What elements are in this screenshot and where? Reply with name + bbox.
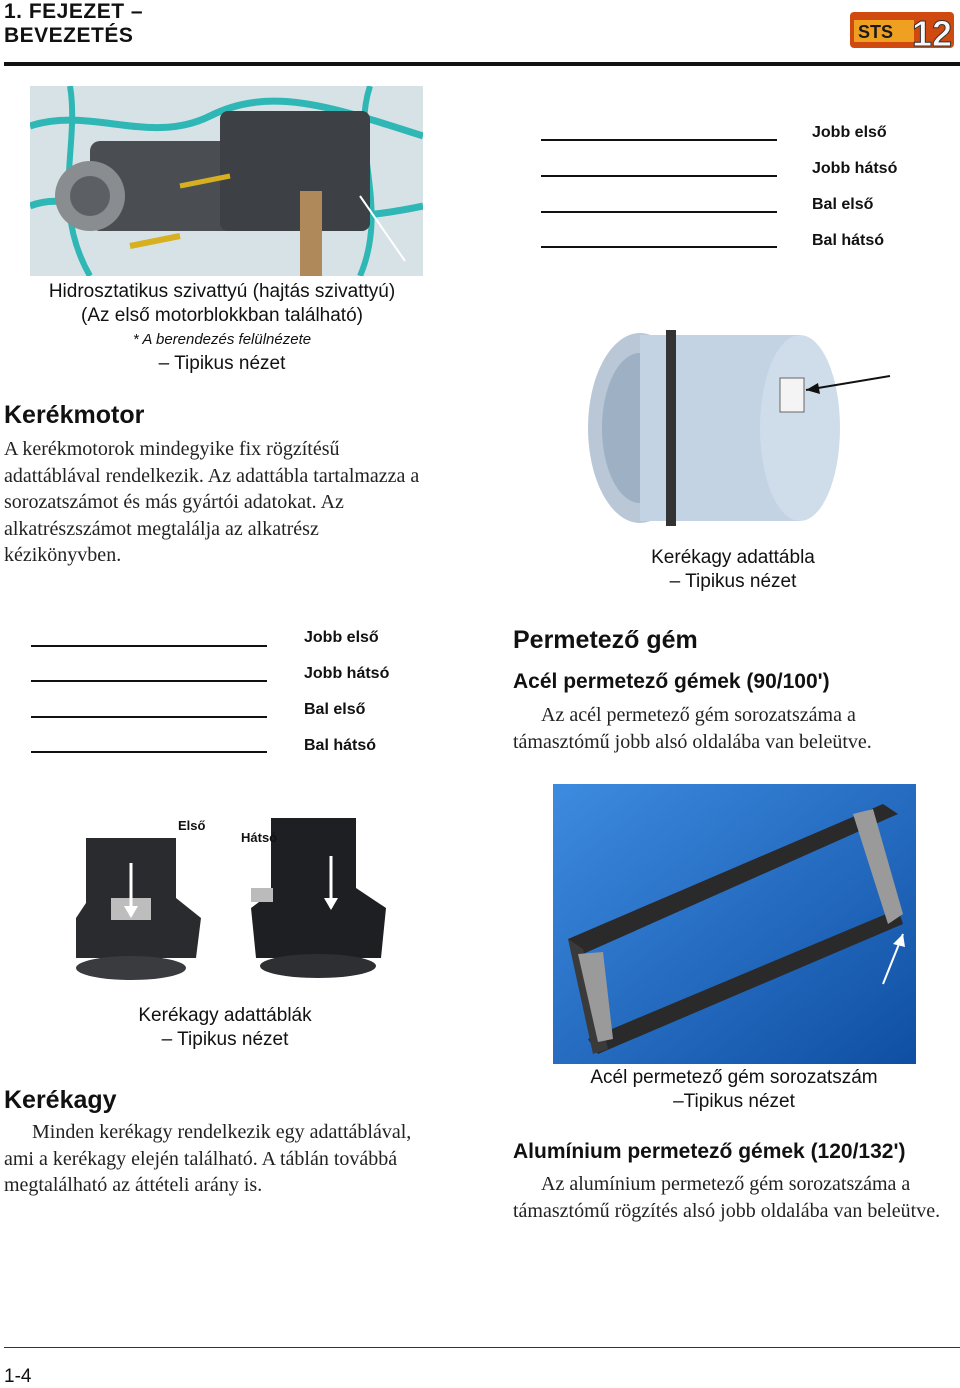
header-rule: [4, 62, 960, 66]
blank-label-7: Bal első: [304, 701, 366, 718]
motors-caption-line1: Kerékagy adattáblák: [138, 1005, 312, 1026]
motors-caption: [104, 1004, 346, 1052]
pump-caption-line3: * A berendezés felülnézete: [132, 331, 312, 348]
blank-label-3: Bal első: [812, 196, 874, 213]
boom-caption: [560, 1066, 908, 1114]
blank-line-8: [31, 751, 267, 753]
sts12-logo: [850, 8, 954, 50]
svg-text:STS: STS: [858, 22, 894, 42]
kerekmotor-text: A kerékmotorok mindegyike fix rögzítésű adattáblával rendelkezik. Az adattábla tartalmazza a sorozatszámot és más gyártói adatokat. Az alkatrészszámot megtalálja az alkatrész kézikönyvben.: [4, 438, 420, 566]
blank-line-6: [31, 680, 267, 682]
blank-label-6: Jobb hátsó: [304, 665, 390, 682]
page-number: 1-4: [4, 1366, 32, 1387]
boom-caption-line2: –Tipikus nézet: [673, 1091, 795, 1112]
blank-label-2: Jobb hátsó: [812, 160, 898, 177]
subheading-aluminium-boom: Alumínium permetező gémek (120/132'): [513, 1140, 906, 1163]
blank-label-5: Jobb első: [304, 629, 379, 646]
blank-line-7: [31, 716, 267, 718]
blank-label-8: Bal hátsó: [304, 737, 377, 754]
steel-boom-text: Az acél permetező gém sorozatszáma a támasztómű jobb alsó oldalába van beleütve.: [513, 704, 872, 753]
blank-label-1: Jobb első: [812, 124, 887, 141]
chapter-title-line1: 1. FEJEZET –: [4, 0, 144, 23]
svg-text:12: 12: [912, 13, 953, 50]
chapter-title-line2: BEVEZETÉS: [4, 24, 134, 47]
hydrostatic-pump-photo: [30, 86, 423, 276]
blank-line-3: [541, 211, 777, 213]
wheel-hub-photo: [580, 310, 900, 545]
pump-caption-line1: Hidrosztatikus szivattyú (hajtás szivattyú): [48, 281, 396, 302]
subheading-steel-boom: Acél permetező gémek (90/100'): [513, 670, 830, 693]
label-front: Első: [178, 818, 206, 833]
pump-caption-line2: (Az első motorblokkban található): [81, 305, 363, 326]
hub-caption-line2: – Tipikus nézet: [669, 571, 797, 592]
section-heading-permetezo: Permetező gém: [513, 626, 698, 654]
hub-caption-line1: Kerékagy adattábla: [651, 547, 815, 568]
kerekagy-text: Minden kerékagy rendelkezik egy adattáblával, ami a kerékagy elején található. A táblán továbbá megtalálható az áttételi arány is.: [4, 1121, 412, 1196]
steel-boom-photo: [553, 784, 916, 1064]
blank-line-1: [541, 139, 777, 141]
hub-caption: [600, 546, 866, 594]
section-heading-kerekmotor: Kerékmotor: [4, 401, 145, 429]
boom-caption-line1: Acél permetező gém sorozatszám: [590, 1067, 878, 1088]
motors-caption-line2: – Tipikus nézet: [161, 1029, 289, 1050]
blank-line-5: [31, 645, 267, 647]
aluminium-boom-text: Az alumínium permetező gém sorozatszáma a támasztómű rögzítés alsó jobb oldalába van beleütve.: [513, 1173, 941, 1222]
chapter-title: [4, 0, 143, 48]
footer-rule: [4, 1347, 960, 1348]
blank-line-2: [541, 175, 777, 177]
wheel-motors-photo: [56, 808, 398, 980]
section-heading-kerekagy: Kerékagy: [4, 1086, 117, 1114]
pump-caption-line4: – Tipikus nézet: [158, 353, 286, 374]
blank-label-4: Bal hátsó: [812, 232, 885, 249]
label-rear: Hátsó: [241, 830, 278, 845]
blank-line-4: [541, 246, 777, 248]
pump-caption: [14, 280, 430, 376]
